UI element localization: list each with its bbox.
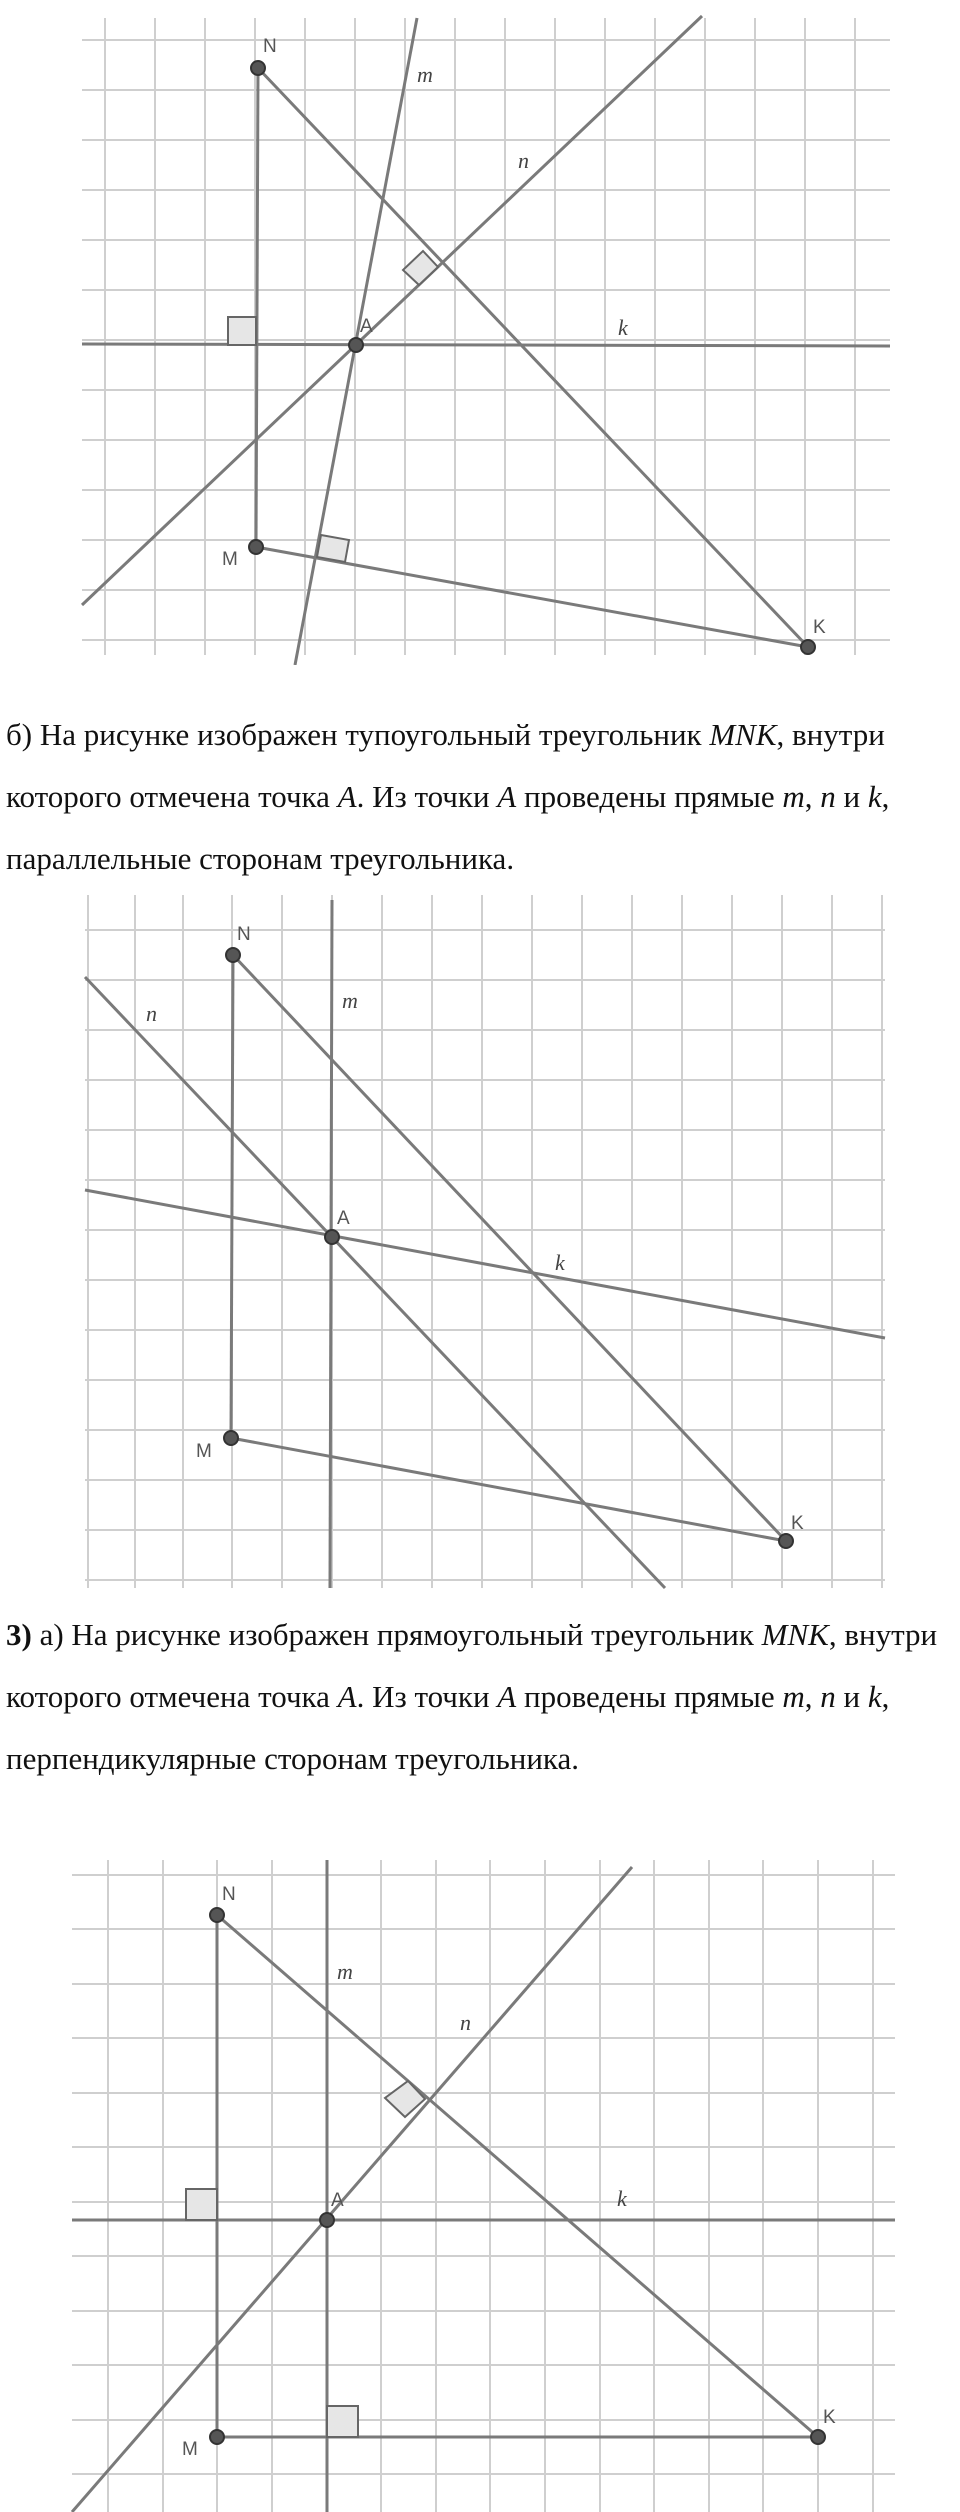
figure-3-grid [72, 1860, 895, 2512]
right-angle-marker [403, 251, 438, 285]
label-m: m [342, 988, 358, 1013]
label-k: k [617, 2186, 627, 2211]
side-NK [217, 1915, 818, 2437]
figure-1-grid [82, 18, 890, 655]
point-K [801, 640, 815, 654]
paragraph-3a: 3) а) На рисунке изображен прямоугольный треугольник MNK, внутри которого отмечена точка A. Из точки A проведены прямые m, n и k, перпендикулярные сторонам треугольника. [6, 1617, 938, 1776]
label-K: K [791, 1513, 804, 1534]
label-n: n [146, 1001, 157, 1026]
point-N [226, 948, 240, 962]
label-k: k [555, 1250, 565, 1275]
label-N: N [237, 924, 251, 945]
point-K [779, 1534, 793, 1548]
figure-3 [0, 1855, 960, 2512]
point-A [325, 1230, 339, 1244]
label-A: A [331, 2190, 344, 2211]
line-n [82, 16, 702, 605]
point-K [811, 2430, 825, 2444]
label-K: K [823, 2407, 836, 2428]
label-A: A [337, 1208, 350, 1229]
point-M [224, 1431, 238, 1445]
point-A [320, 2213, 334, 2227]
label-n: n [518, 148, 529, 173]
right-angle-marker [317, 535, 349, 562]
line-k [85, 1190, 885, 1338]
label-M: M [222, 549, 238, 570]
label-N: N [222, 1884, 236, 1905]
figure-1 [0, 0, 960, 665]
right-angle-marker [327, 2406, 358, 2437]
point-M [249, 540, 263, 554]
label-m: m [337, 1959, 353, 1984]
label-A: A [360, 316, 373, 337]
paragraph-b: б) На рисунке изображен тупоугольный треугольник MNK, внутри которого отмечена точка A. Из точки A проведены прямые m, n и k, параллельные сторонам треугольника. [6, 717, 890, 876]
right-angle-marker [228, 317, 256, 345]
point-A [349, 338, 363, 352]
figure-1-canvas [0, 0, 960, 665]
right-angle-marker [186, 2189, 217, 2220]
label-M: M [182, 2439, 198, 2460]
label-K: K [813, 617, 826, 638]
label-N: N [263, 36, 277, 57]
side-NM [231, 955, 233, 1438]
label-M: M [196, 1441, 212, 1462]
figure-2-canvas [0, 895, 960, 1595]
side-NM [256, 68, 258, 547]
line-k [82, 344, 890, 346]
label-k: k [618, 315, 628, 340]
point-M [210, 2430, 224, 2444]
label-m: m [417, 62, 433, 87]
figure-3-canvas [0, 1855, 960, 2512]
figure-2 [0, 895, 960, 1595]
label-n: n [460, 2010, 471, 2035]
point-N [210, 1908, 224, 1922]
point-N [251, 61, 265, 75]
